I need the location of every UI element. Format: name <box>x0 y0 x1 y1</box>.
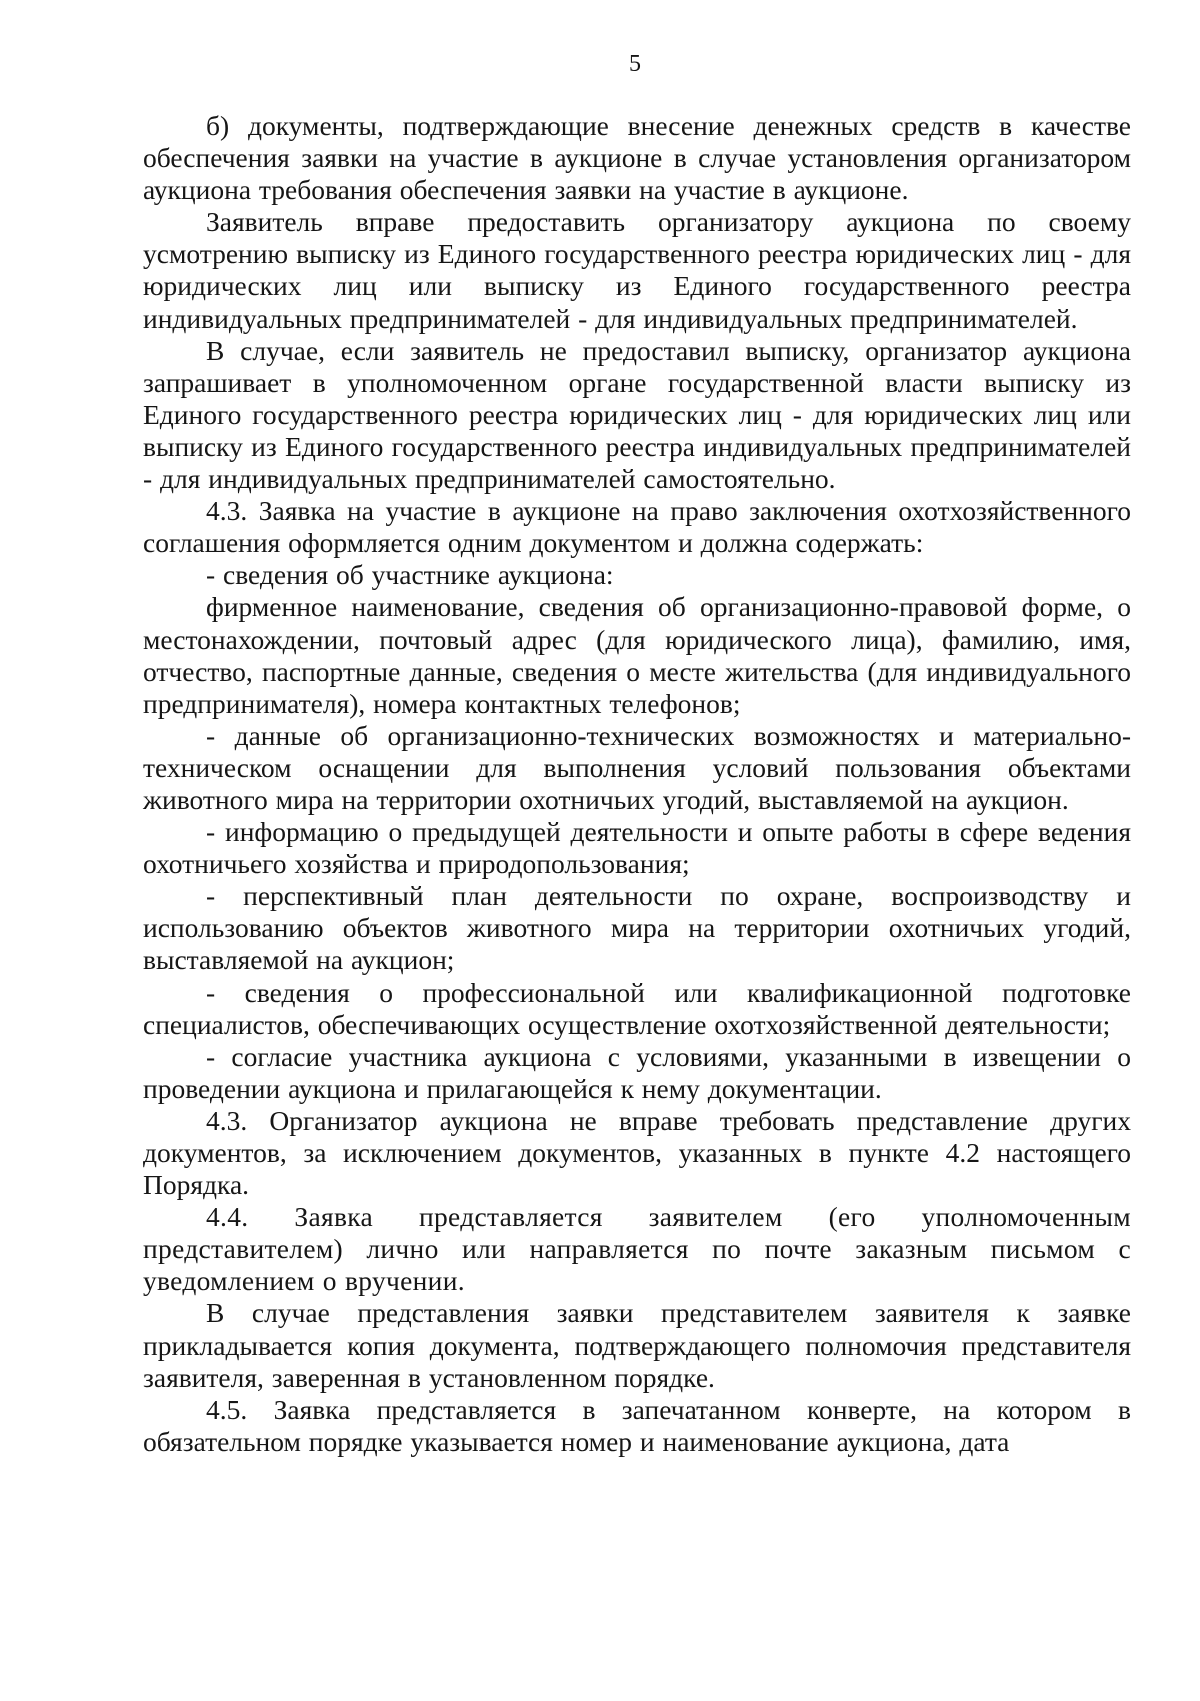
paragraph-representative-copy: В случае представления заявки представителем заявителя к заявке прикладывается копия документа, подтверждающего полномочия представителя заявителя, заверенная в установленном порядке. <box>143 1297 1131 1393</box>
paragraph-organizer-requests-extract: В случае, если заявитель не предоставил выписку, организатор аукциона запрашивает в уполномоченном органе государственной власти выписку из Единого государственного реестра юридических лиц - для юридических лиц или выписку из Единого государственного реестра индивидуальных предпринимателей - для индивидуальных предпринимателей самостоятельно. <box>143 334 1131 495</box>
paragraph-4-3-no-other-documents: 4.3. Организатор аукциона не вправе требовать представление других документов, за исключением документов, указанных в пункте 4.2 настоящего Порядка. <box>143 1104 1131 1201</box>
paragraph-prospective-plan: - перспективный план деятельности по охране, воспроизводству и использованию объектов животного мира на территории охотничьих угодий, выставляемой на аукцион; <box>143 880 1131 976</box>
paragraph-4-4-submission: 4.4. Заявка представляется заявителем (его уполномоченным представителем) лично или направляется по почте заказным письмом с уведомлением о вручении. <box>143 1201 1131 1297</box>
paragraph-4-3-application-content: 4.3. Заявка на участие в аукционе на право заключения охотхозяйственного соглашения оформляется одним документом и должна содержать: <box>143 495 1131 559</box>
paragraph-4-5-sealed-envelope: 4.5. Заявка представляется в запечатанном конверте, на котором в обязательном порядке указывается номер и наименование аукциона, дата <box>143 1393 1131 1457</box>
paragraph-technical-capabilities: - данные об организационно-технических возможностях и материально-техническом оснащении для выполнения условий пользования объектами животного мира на территории охотничьих угодий, выставляемой на аукцион. <box>143 719 1131 815</box>
paragraph-applicant-extract-right: Заявитель вправе предоставить организатору аукциона по своему усмотрению выписку из Единого государственного реестра юридических лиц - для юридических лиц или выписку из Единого государственного реестра индивидуальных предпринимателей - для индивидуальных предпринимателей. <box>143 206 1131 334</box>
paragraph-participant-info: - сведения об участнике аукциона: <box>206 559 614 591</box>
document-body <box>143 110 1131 1458</box>
paragraph-professional-training: - сведения о профессиональной или квалификационной подготовке специалистов, обеспечивающих осуществление охотхозяйственной деятельности; <box>143 976 1131 1040</box>
paragraph-company-details: фирменное наименование, сведения об организационно-правовой форме, о местонахождении, почтовый адрес (для юридического лица), фамилию, имя, отчество, паспортные данные, сведения о месте жительства (для индивидуального предпринимателя), номера контактных телефонов; <box>143 591 1131 719</box>
paragraph-documents-deposit: б) документы, подтверждающие внесение денежных средств в качестве обеспечения заявки на участие в аукционе в случае установления организатором аукциона требования обеспечения заявки на участие в аукционе. <box>143 110 1131 206</box>
page-number: 5 <box>629 51 641 77</box>
paragraph-consent: - согласие участника аукциона с условиями, указанными в извещении о проведении аукциона и прилагающейся к нему документации. <box>143 1040 1131 1104</box>
paragraph-previous-activity: - информацию о предыдущей деятельности и опыте работы в сфере ведения охотничьего хозяйства и природопользования; <box>143 816 1131 880</box>
